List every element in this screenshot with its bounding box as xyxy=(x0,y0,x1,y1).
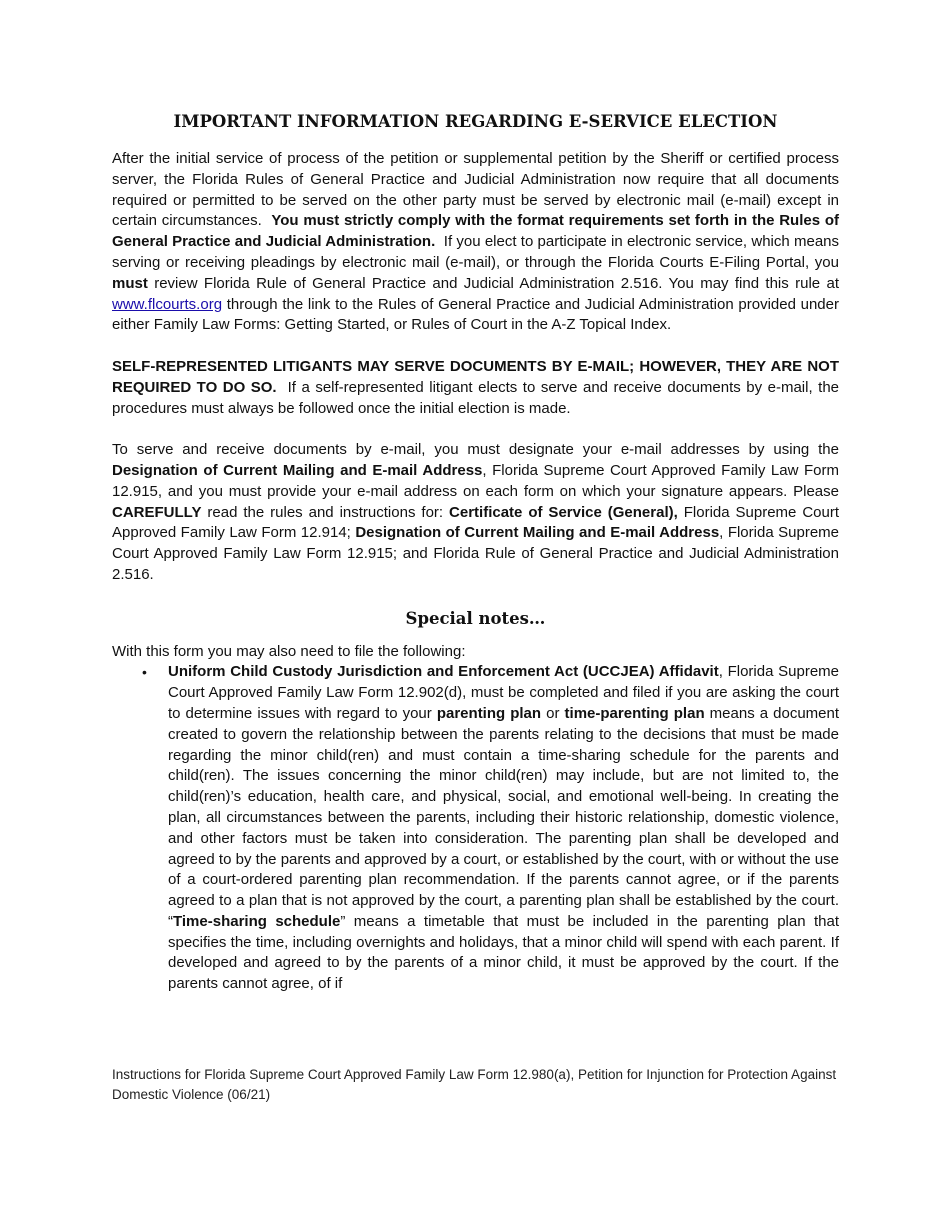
p2-text-b: If a self-represented litigant elects to serve and receive documents by e-mail, the procedures must always be followed once the initial election is made. xyxy=(112,378,840,417)
page-title: IMPORTANT INFORMATION REGARDING E-SERVICE ELECTION xyxy=(173,112,778,131)
p3-text-g: Florida Supreme Court Approved Family Law Form 12.914; xyxy=(112,503,840,542)
special-notes-list xyxy=(112,662,839,995)
p1-bold-comply: You must strictly comply with the format requirements set forth in the Rules of General Practice and Judicial Administration. xyxy=(112,212,839,251)
p3-bold-designation-2: Designation of Current Mailing and E-mail Address xyxy=(355,524,720,542)
list-item xyxy=(112,662,839,995)
p1-bold-must: must xyxy=(112,274,148,292)
b1-text-f: means a document created to govern the relationship between the parents relating to the decisions that must be made regarding the minor child(ren) and must contain a time-sharing schedule for the parents and child(ren). The issues concerning the minor child(ren) may include, but are not limited to, the child(ren)’s education, health care, and physical, social, and emotional well-being. In creating the plan, all circumstances between the parents, including their historic relationship, domestic violence, and other factors must be taken into consideration. The parenting plan shall be developed and agreed to by the parents and approved by a court, or established by the court, with or without the use of a court-ordered parenting plan recommendation. If the parents cannot agree, or if the parents agreed to a plan that is not approved by the court, a parenting plan shall be established by the court. “ xyxy=(168,704,840,930)
p3-bold-designation: Designation of Current Mailing and E-mail Address xyxy=(112,461,483,479)
b1-bold-time-sharing: Time-sharing schedule xyxy=(173,912,341,930)
p3-text-i: , Florida Supreme Court Approved Family Law Form 12.915; and Florida Rule of General Practice and Judicial Administration 2.516. xyxy=(112,524,840,583)
p2-bold-notice: SELF-REPRESENTED LITIGANTS MAY SERVE DOCUMENTS BY E-MAIL; HOWEVER, THEY ARE NOT REQUIRED TO DO SO. xyxy=(112,357,839,396)
paragraph-designation xyxy=(112,440,839,586)
p1-text-f: through the link to the Rules of General Practice and Judicial Administration provided under either Family Law Forms: Getting Started, or Rules of Court in the A-Z Topical Index. xyxy=(112,295,839,334)
page-content xyxy=(112,110,839,995)
b1-bold-time-parenting: time-parenting plan xyxy=(564,704,705,722)
p1-text-c: If you elect to participate in electronic service, which means serving or receiving pleadings by electronic mail (e-mail), or through the Florida Courts E-Filing Portal, you xyxy=(112,233,840,271)
p1-text-e: review Florida Rule of General Practice and Judicial Administration 2.516. You may find this rule at xyxy=(154,274,839,292)
paragraph-self-represented xyxy=(112,357,839,419)
page-footer: Instructions for Florida Supreme Court Approved Family Law Form 12.980(a), Petition for Injunction for Protection Against Domestic Violence (06/21) xyxy=(112,1067,837,1102)
p3-bold-certificate: Certificate of Service (General), xyxy=(449,503,678,521)
special-notes-heading: Special notes… xyxy=(405,608,546,628)
b1-bold-parenting-plan: parenting plan xyxy=(436,704,542,722)
b1-bold-uccjea: Uniform Child Custody Jurisdiction and Enforcement Act (UCCJEA) Affidavit xyxy=(168,663,719,681)
b1-text-b: , Florida Supreme Court Approved Family Law Form 12.902(d), must be completed and filed if you are asking the court to determine issues with regard to your xyxy=(168,663,840,722)
bullet-glyph: • xyxy=(142,664,147,681)
special-notes-intro: With this form you may also need to file the following: xyxy=(112,642,466,660)
p1-text-a: After the initial service of process of the petition or supplemental petition by the Sheriff or certified process server, the Florida Rules of General Practice and Judicial Administration now require that all documents required or permitted to be served on the other party must be served by electronic mail (e-mail) except in certain circumstances. xyxy=(112,150,839,230)
b1-text-h: ” means a timetable that must be included in the parenting plan that specifies the time, including overnights and holidays, that a minor child will spend with each parent. If developed and agreed to by the parents of a minor child, it must be approved by the court. If the parents cannot agree, of if xyxy=(168,912,839,993)
paragraph-e-service-rules xyxy=(112,149,839,336)
flcourts-link[interactable]: www.flcourts.org xyxy=(112,295,223,313)
p3-text-c: , Florida Supreme Court Approved Family Law Form 12.915, and you must provide your e-mail address on each form on which your signature appears. Please xyxy=(112,461,839,500)
p3-text-a: To serve and receive documents by e-mail, you must designate your e-mail addresses by using the xyxy=(112,441,839,459)
b1-text-d: or xyxy=(546,704,560,722)
p3-bold-carefully: CAREFULLY xyxy=(112,503,202,521)
p3-text-e: read the rules and instructions for: xyxy=(207,503,444,521)
